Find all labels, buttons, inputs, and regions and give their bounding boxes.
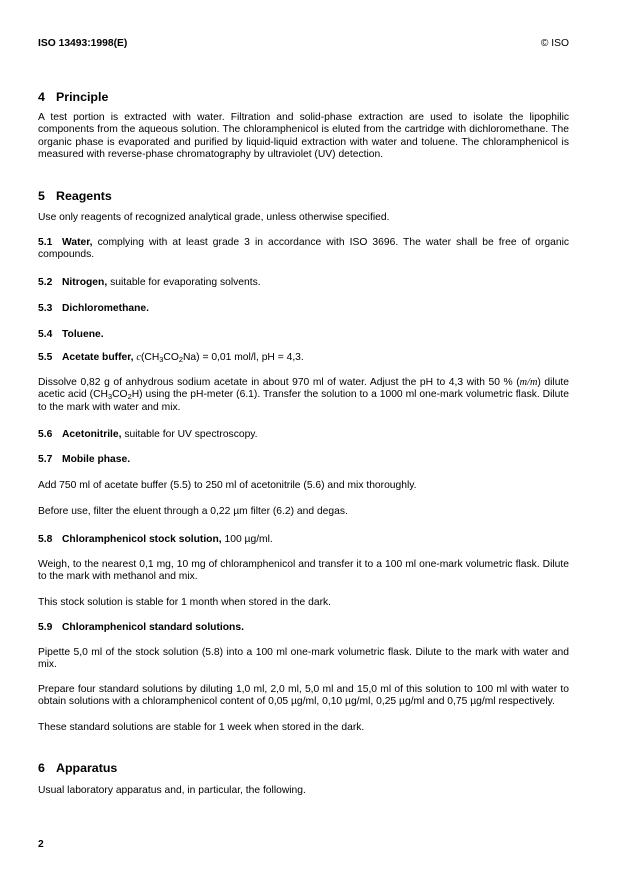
standard-reference: ISO 13493:1998(E) — [38, 38, 128, 49]
section-title: Principle — [56, 90, 109, 104]
paragraph-text: H) using the pH-meter (6.1). Transfer the solution to a 1000 ml one-mark volumetric flask. Dilute to the mark with water and mix. — [38, 389, 569, 413]
reagent-name: Dichloromethane. — [62, 303, 149, 314]
clause-number: 5.6 — [38, 429, 53, 440]
section-heading-apparatus — [38, 761, 569, 775]
clause-number: 5.7 — [38, 454, 53, 465]
formula-part: CO — [163, 352, 179, 363]
section-number: 5 — [38, 189, 45, 203]
reagent-name: Chloramphenicol stock solution, — [62, 534, 222, 545]
reagent-description: complying with at least grade 3 in accordance with ISO 3696. The water shall be free of organic compounds. — [38, 237, 570, 261]
reagent-name: Acetonitrile, — [62, 429, 122, 440]
paragraph-text: Dissolve 0,82 g of anhydrous sodium acetate in about 970 ml of water. Adjust the pH to 4,3 with 50 % ( — [38, 377, 520, 388]
clause-number: 5.2 — [38, 277, 53, 288]
clause-number: 5.1 — [38, 237, 53, 248]
reagent-dichloromethane — [38, 303, 569, 315]
stock-solution-paragraph — [38, 559, 569, 584]
ratio-notation: m/m — [519, 377, 538, 388]
reagent-stock-solution — [38, 534, 569, 546]
copyright-notice: © ISO — [540, 38, 569, 49]
reagent-description: 100 µg/ml. — [224, 534, 273, 545]
paragraph-text: ) dilute acetic acid (CH — [38, 377, 570, 401]
paragraph-text: Usual laboratory apparatus and, in particular, the following. — [38, 785, 306, 796]
clause-number: 5.9 — [38, 622, 53, 633]
paragraph-text: These standard solutions are stable for 1 week when stored in the dark. — [38, 722, 365, 733]
section-title: Apparatus — [56, 761, 118, 775]
paragraph-text: Add 750 ml of acetate buffer (5.5) to 250 ml of acetonitrile (5.6) and mix thoroughly. — [38, 480, 417, 491]
standard-solutions-paragraph — [38, 684, 569, 709]
reagent-standard-solutions — [38, 622, 569, 634]
clause-number: 5.3 — [38, 303, 53, 314]
reagent-name: Chloramphenicol standard solutions. — [62, 622, 244, 633]
section-number: 6 — [38, 761, 45, 775]
paragraph-text: A test portion is extracted with water. Filtration and solid-phase extraction are used to isolate the lipophilic components from the aqueous solution. The chloramphenicol is eluted from the cartridge with dichloromethane. The organic phase is evaporated and purified by liquid-liquid extraction with water and toluene. The chloramphenicol is measured with reverse-phase chromatography by ultraviolet (UV) detection. — [38, 112, 569, 160]
clause-number: 5.8 — [38, 534, 53, 545]
formula-subscript: 2 — [127, 392, 132, 402]
formula-part: Na) = 0,01 mol/l, pH = 4,3. — [183, 352, 304, 363]
section-heading-reagents — [38, 189, 569, 203]
formula-subscript: 3 — [159, 355, 164, 364]
reagent-acetate-buffer — [38, 352, 569, 364]
paragraph-text: Before use, filter the eluent through a 0,22 µm filter (6.2) and degas. — [38, 506, 348, 517]
acetate-buffer-procedure — [38, 377, 569, 414]
mobile-phase-paragraph — [38, 506, 569, 518]
concentration-symbol: c — [136, 352, 141, 363]
reagents-intro — [38, 212, 569, 224]
section-heading-principle — [38, 90, 569, 104]
reagent-name: Toluene. — [62, 329, 104, 340]
formula-part: (CH — [140, 352, 160, 363]
section-title: Reagents — [56, 189, 112, 203]
standard-solutions-paragraph — [38, 722, 569, 734]
reagent-description: suitable for evaporating solvents. — [110, 277, 261, 288]
reagent-name: Mobile phase. — [62, 454, 131, 465]
standard-solutions-paragraph — [38, 647, 569, 672]
reagent-toluene — [38, 329, 569, 341]
apparatus-intro — [38, 785, 569, 797]
paragraph-text: This stock solution is stable for 1 month when stored in the dark. — [38, 597, 332, 608]
formula-subscript: 2 — [178, 355, 183, 364]
reagent-mobile-phase — [38, 454, 569, 466]
reagent-name: Acetate buffer, — [62, 352, 134, 363]
reagent-name: Nitrogen, — [62, 277, 108, 288]
clause-number: 5.5 — [38, 352, 53, 363]
reagent-water — [38, 237, 569, 262]
page-number: 2 — [38, 839, 44, 850]
reagent-acetonitrile — [38, 429, 569, 441]
paragraph-text: Prepare four standard solutions by diluting 1,0 ml, 2,0 ml, 5,0 ml and 15,0 ml of this solution to 100 ml with water to obtain solutions with a chloramphenicol content of 0,05 µg/ml, 0,10 µg/ml, 0,25 µg/ml and 0,75 µg/ml respectively. — [38, 684, 569, 708]
paragraph-text: Weigh, to the nearest 0,1 mg, 10 mg of chloramphenicol and transfer it to a 100 ml one-mark volumetric flask. Dilute to the mark with methanol and mix. — [38, 559, 569, 583]
reagent-name: Water, — [62, 237, 93, 248]
principle-paragraph — [38, 112, 569, 161]
paragraph-text: Use only reagents of recognized analytical grade, unless otherwise specified. — [38, 212, 390, 223]
clause-number: 5.4 — [38, 329, 53, 340]
mobile-phase-paragraph — [38, 480, 569, 492]
paragraph-text: Pipette 5,0 ml of the stock solution (5.8) into a 100 ml one-mark volumetric flask. Dilute to the mark with water and mix. — [38, 647, 569, 671]
reagent-description: suitable for UV spectroscopy. — [124, 429, 258, 440]
section-number: 4 — [38, 90, 45, 104]
paragraph-text: CO — [112, 389, 128, 401]
reagent-nitrogen — [38, 277, 569, 289]
stock-solution-paragraph — [38, 597, 569, 609]
formula-subscript: 3 — [107, 392, 113, 402]
